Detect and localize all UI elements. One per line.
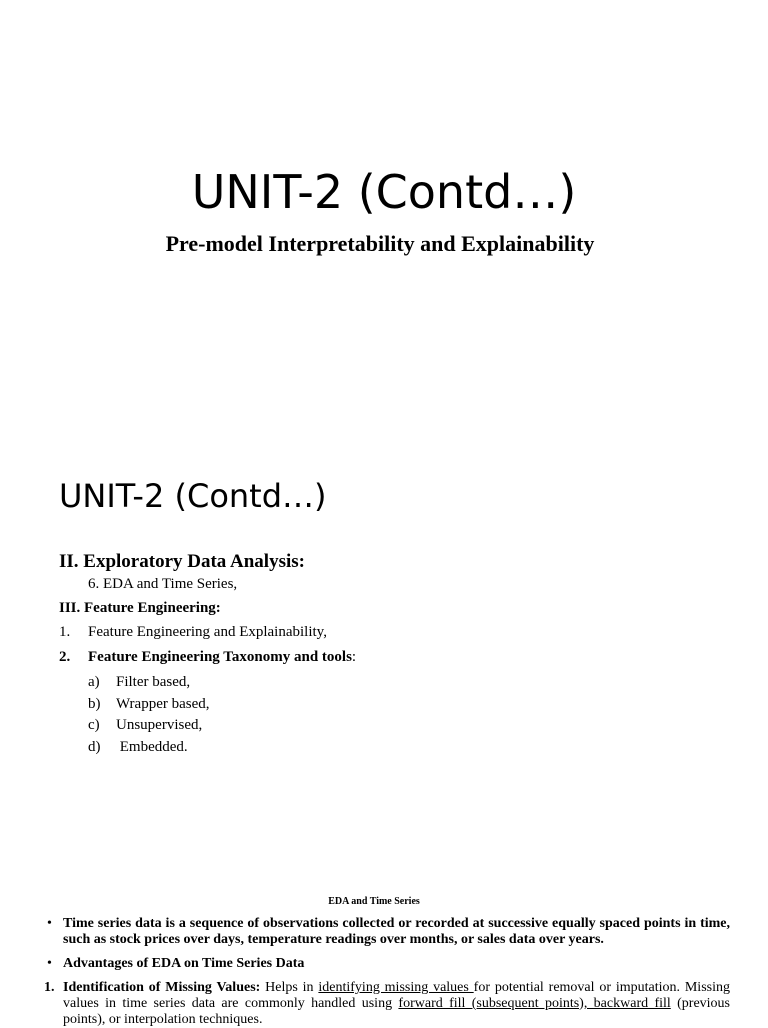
numbered-point — [44, 980, 730, 1028]
outline-slide — [0, 440, 768, 800]
sub-item-text: Unsupervised, — [116, 717, 203, 733]
sub-item-text: Filter based, — [116, 674, 191, 690]
point-underlined-a: identifying missing values — [318, 980, 474, 995]
sub-item-letter: b) — [88, 695, 101, 712]
outline-list — [59, 550, 659, 758]
slide-title: UNIT-2 (Contd…) — [59, 477, 327, 515]
bullet-item — [44, 916, 730, 948]
sub-item — [59, 715, 659, 735]
point-label: Identification of Missing Values: — [63, 980, 261, 995]
item-number: 2. — [59, 649, 71, 665]
sub-item-letter: a) — [88, 674, 100, 690]
item-text: Feature Engineering Taxonomy and tools — [88, 649, 352, 665]
sub-item-text: Wrapper based, — [116, 695, 210, 712]
title-slide — [0, 0, 768, 380]
point-text — [63, 980, 730, 1028]
slide-heading: EDA and Time Series — [328, 896, 420, 907]
section-item: 6. EDA and Time Series, — [88, 576, 238, 592]
item-text: Feature Engineering and Explainability, — [88, 624, 327, 640]
section-heading: III. Feature Engineering: — [59, 600, 221, 616]
section-heading: II. Exploratory Data Analysis: — [59, 551, 305, 572]
bullet-text: Advantages of EDA on Time Series Data — [63, 956, 305, 971]
item-number: 1. — [59, 624, 71, 640]
bullet-text: Time series data is a sequence of observations collected or recorded at successive equally spaced points in time, such as stock prices over days, temperature readings over months, or sales data over years. — [63, 916, 730, 947]
bullet-icon: • — [47, 916, 52, 931]
sub-item — [59, 694, 659, 714]
bullet-item — [44, 956, 730, 972]
item-suffix: : — [351, 649, 357, 665]
bullet-icon: • — [47, 956, 52, 971]
numbered-item — [59, 622, 659, 642]
slide-body — [44, 916, 730, 1028]
slide-subtitle: Pre-model Interpretability and Explainability — [165, 231, 595, 256]
point-text-a: Helps in — [260, 980, 319, 995]
sub-item-letter: d) — [88, 738, 101, 755]
point-underlined-b: forward fill (subsequent points), backward fill — [398, 996, 671, 1011]
content-slide — [0, 880, 768, 1027]
sub-item-letter: c) — [88, 717, 100, 733]
sub-item — [59, 737, 659, 757]
sub-item-text: Embedded. — [116, 738, 188, 755]
slide-title: UNIT-2 (Contd…) — [191, 165, 577, 219]
point-number: 1. — [44, 980, 55, 995]
numbered-item — [59, 647, 659, 667]
point-text-c: (previous points), or interpolation techniques. — [63, 996, 731, 1027]
point-text-b: for potential removal or imputation. Missing values in time series data are commonly handled using — [63, 980, 730, 1011]
sub-item — [59, 672, 659, 692]
